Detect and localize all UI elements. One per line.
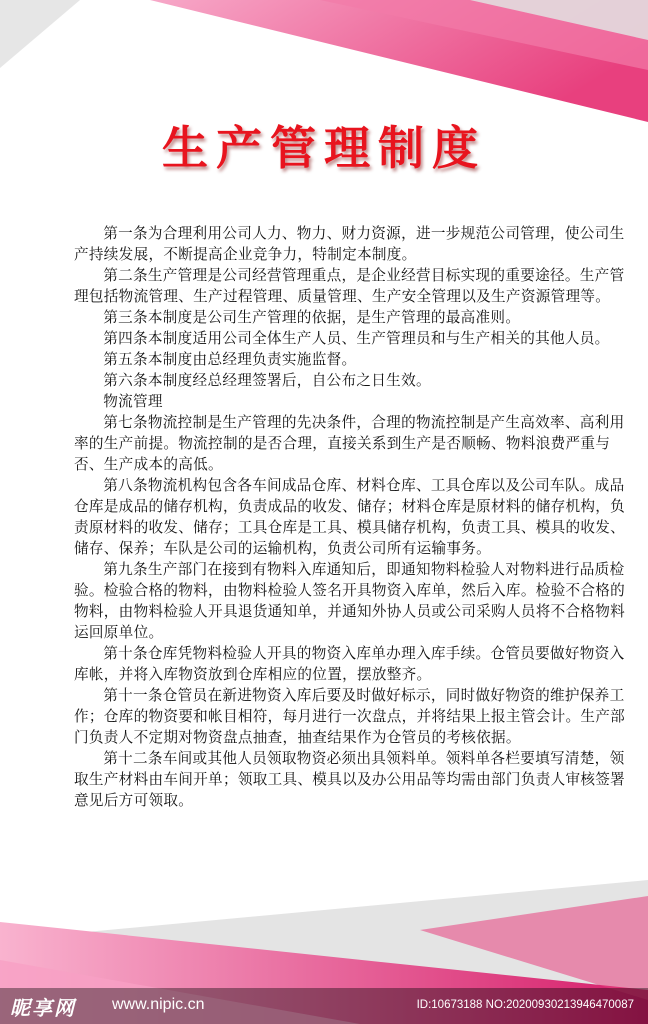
watermark-site: www.nipic.cn xyxy=(112,996,205,1013)
page-title: 生产管理制度 xyxy=(162,121,486,175)
paragraph-article-5: 第五条本制度由总经理负责实施监督。 xyxy=(103,351,357,368)
paragraph-article-7: 第七条物流控制是生产管理的先决条件，合理的物流控制是产生高效率、高利用率的生产前提。物流控制的是否合理，直接关系到生产是否顺畅、物料浪费严重与否、生产成本的高低。 xyxy=(74,414,625,473)
paragraph-article-3: 第三条本制度是公司生产管理的依据，是生产管理的最高准则。 xyxy=(103,309,521,326)
paragraph-article-11: 第十一条仓管员在新进物资入库后要及时做好标示，同时做好物资的维护保养工作；仓库的物资要和帐目相符，每月进行一次盘点，并将结果上报主管会计。生产部门负责人不定期对物资盘点抽查，抽查结果作为仓管员的考核依据。 xyxy=(74,687,626,746)
paragraph-article-9: 第九条生产部门在接到有物料入库通知后，即通知物料检验人对物料进行品质检验。检验合格的物料，由物料检验人签名开具物资入库单，然后入库。检验不合格的物料，由物料检验人开具退货通知单，并通知外协人员或公司采购人员将不合格物料运回原单位。 xyxy=(74,561,626,641)
paragraph-article-12: 第十二条车间或其他人员领取物资必须出具领料单。领料单各栏要填写清楚，领取生产材料由车间开单；领取工具、模具以及办公用品等均需由部门负责人审核签署意见后方可领取。 xyxy=(74,750,626,809)
watermark-logo: 昵享网 xyxy=(10,996,76,1020)
document-body xyxy=(74,223,634,811)
top-left-gray-shape xyxy=(0,0,80,68)
watermark-bar xyxy=(0,988,648,1024)
paragraph-article-10: 第十条仓库凭物料检验人开具的物资入库单办理入库手续。仓管员要做好物资入库帐，并将入库物资放到仓库相应的位置，摆放整齐。 xyxy=(74,645,625,683)
paragraph-article-1: 第一条为合理利用公司人力、物力、财力资源，进一步规范公司管理，使公司生产持续发展，不断提高企业竞争力，特制定本制度。 xyxy=(74,225,625,263)
paragraph-article-2: 第二条生产管理是公司经营管理重点，是企业经营目标实现的重要途径。生产管理包括物流管理、生产过程管理、质量管理、生产安全管理以及生产资源管理等。 xyxy=(74,267,625,305)
watermark-id: ID:10673188 NO:20200930213946470087 xyxy=(416,999,634,1011)
paragraph-article-8: 第八条物流机构包含各车间成品仓库、材料仓库、工具仓库以及公司车队。成品仓库是成品的储存机构，负责成品的收发、储存；材料仓库是原材料的储存机构，负责原材料的收发、储存；工具仓库是工具、模具储存机构，负责工具、模具的收发、储存、保养；车队是公司的运输机构，负责公司所有运输事务。 xyxy=(74,477,626,557)
paragraph-article-4: 第四条本制度适用公司全体生产人员、生产管理员和与生产相关的其他人员。 xyxy=(103,330,610,347)
paragraph-article-6: 第六条本制度经总经理签署后，自公布之日生效。 xyxy=(103,372,431,389)
section-heading-logistics: 物流管理 xyxy=(103,393,163,410)
